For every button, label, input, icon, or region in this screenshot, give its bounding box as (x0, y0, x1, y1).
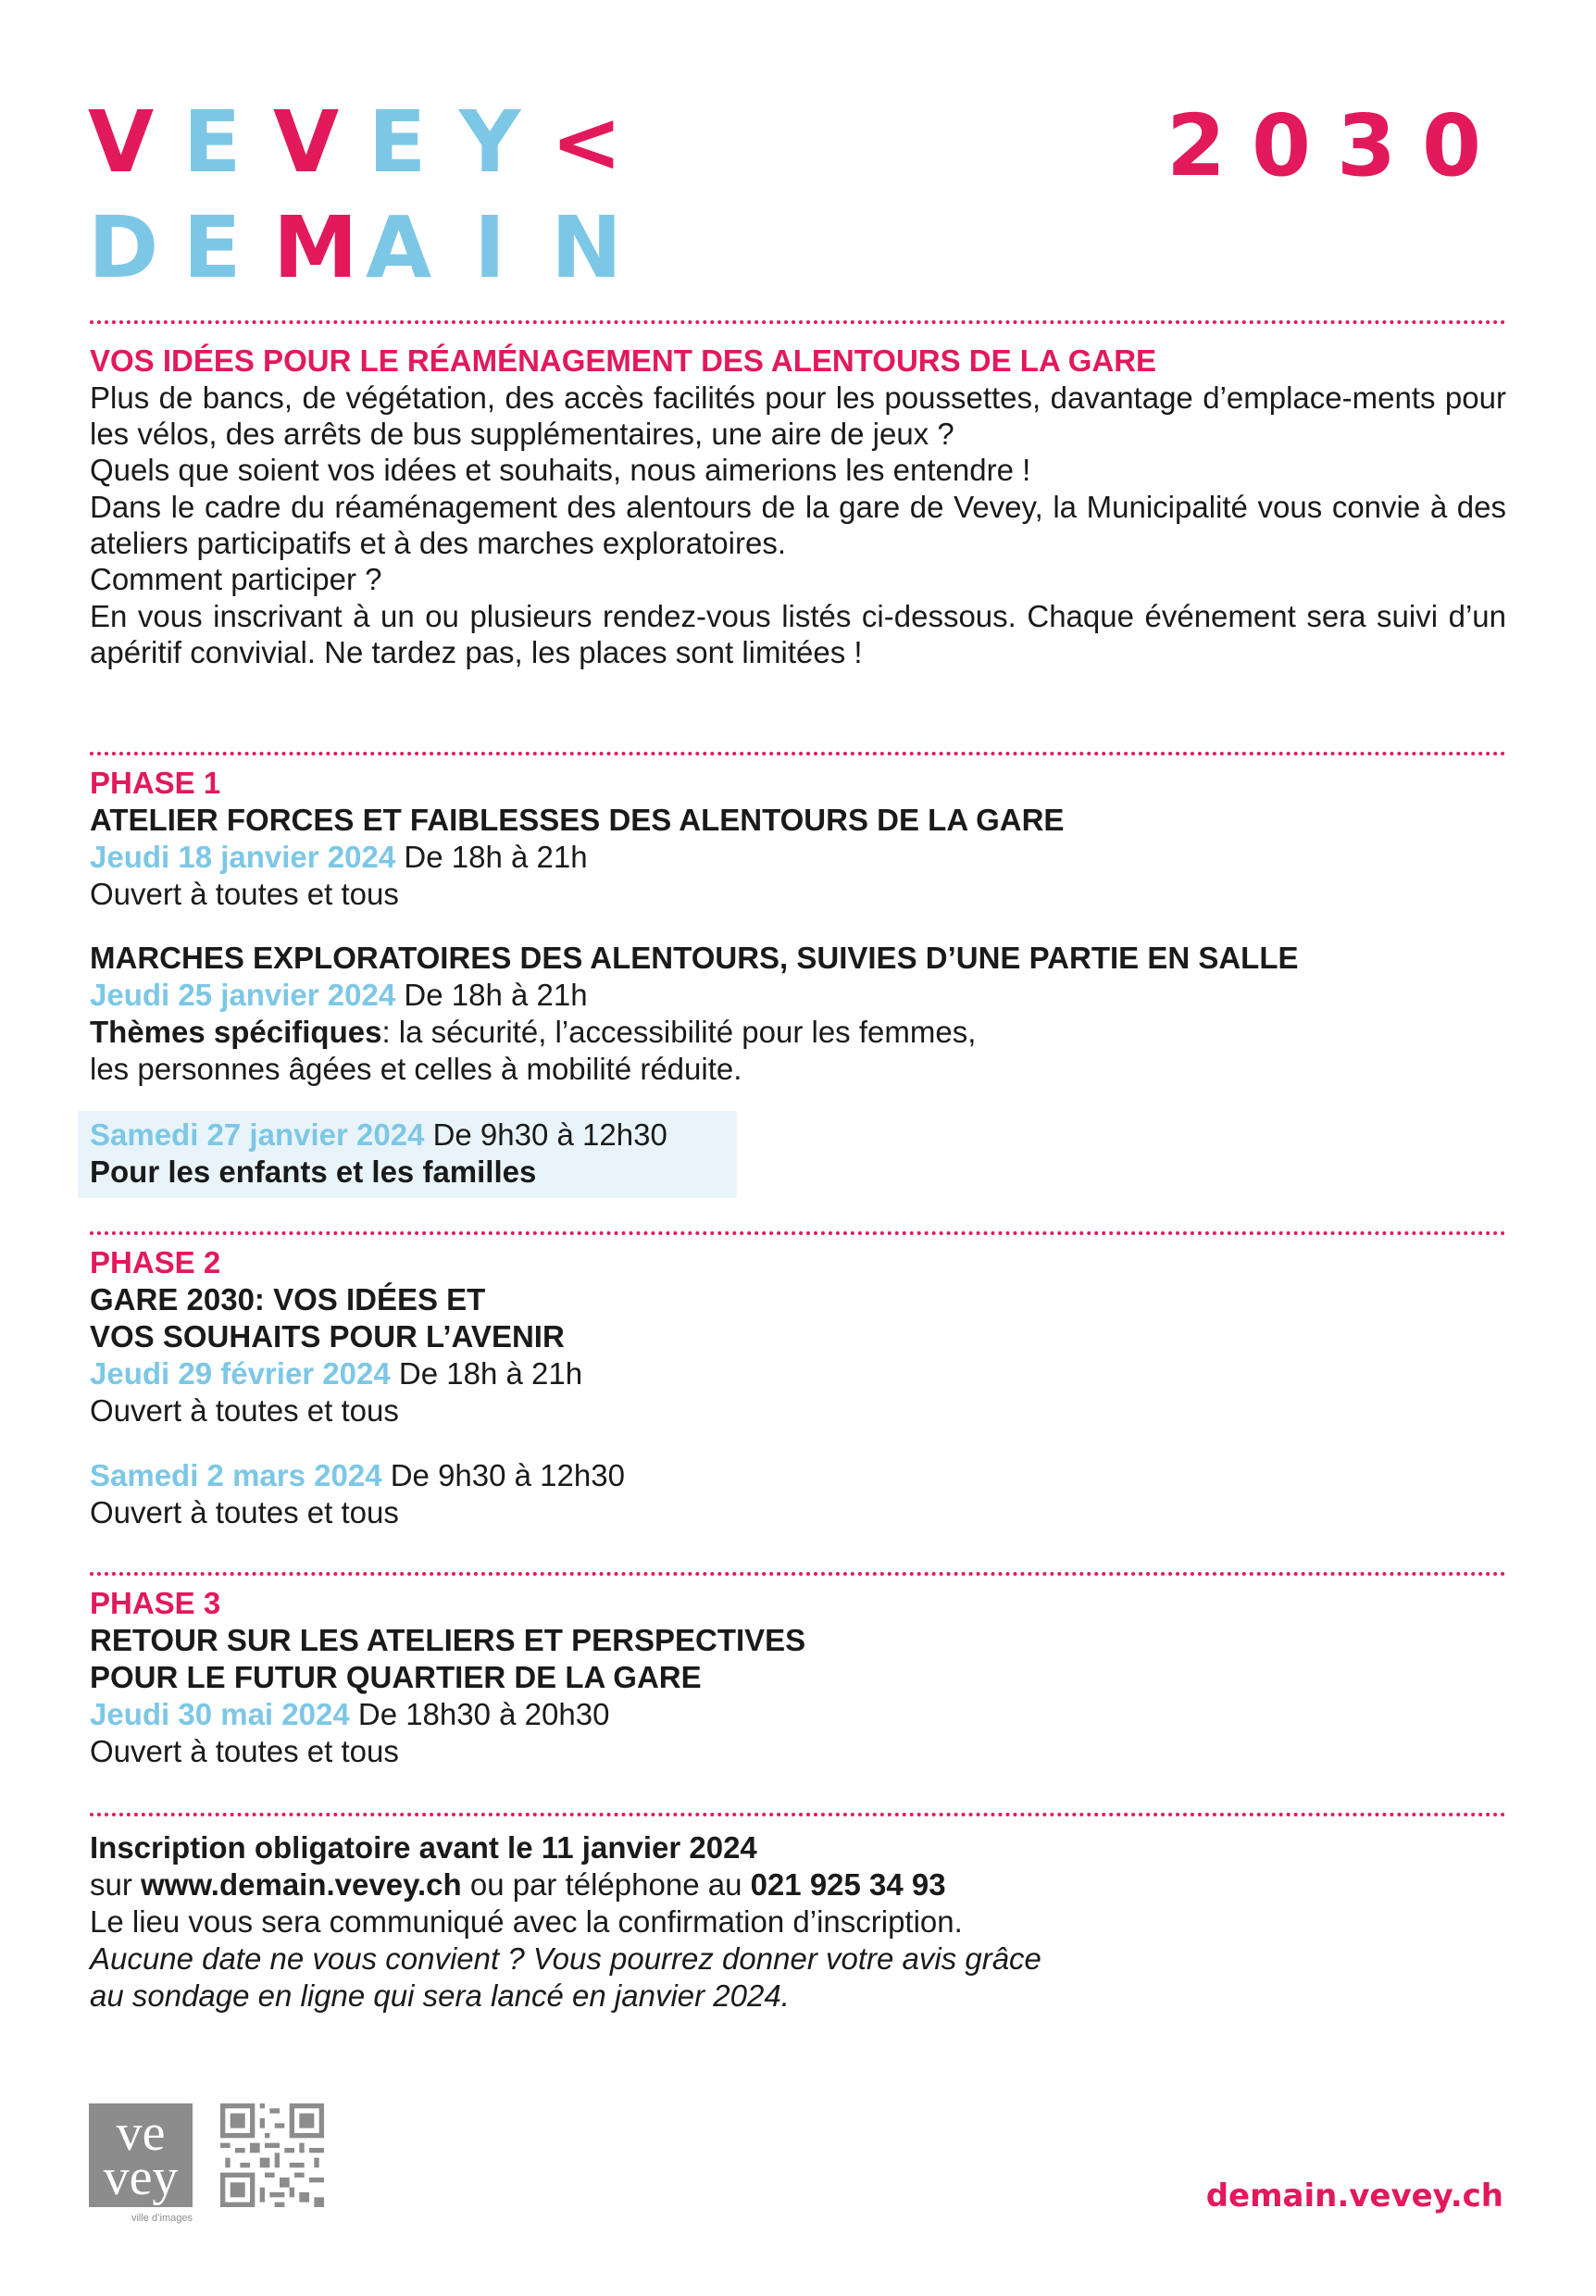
intro-question: Comment participer ? (90, 562, 382, 596)
event-note: Ouvert à toutes et tous (90, 1734, 399, 1768)
event-date: Jeudi 30 mai 2024 (90, 1697, 350, 1731)
survey-note: au sondage en ligne qui sera lancé en janvier 2024. (90, 1978, 790, 2013)
event-time: De 18h à 21h (395, 840, 588, 874)
text-fragment: ou par téléphone au (461, 1867, 751, 1902)
logo-letter: I (473, 198, 506, 297)
logo-text: ve (116, 2104, 166, 2162)
year-heading: 2030 (1166, 96, 1507, 195)
event-datetime (90, 1457, 625, 1493)
dotted-divider (90, 1572, 1506, 1576)
logo-text: vey (103, 2149, 179, 2206)
event-note: Ouvert à toutes et tous (90, 877, 399, 911)
phone-number[interactable]: 021 925 34 93 (750, 1867, 946, 1902)
logo-letter: D (88, 198, 159, 297)
intro-paragraph: En vous inscrivant à un ou plusieurs rendez-vous listés ci-dessous. Chaque événement sera suivi d’un apéritif convivial. Ne tardez pas, les places sont limitées ! (90, 599, 1506, 669)
themes-text: : la sécurité, l’accessibilité pour les femmes, (381, 1015, 977, 1049)
vevey-city-logo (89, 2103, 193, 2224)
event-date: Jeudi 29 février 2024 (90, 1356, 391, 1391)
logo-letter: A (366, 198, 432, 297)
logo-letter: V (88, 93, 155, 192)
survey-note: Aucune date ne vous convient ? Vous pourrez donner votre avis grâce (90, 1941, 1041, 1976)
event-time: De 9h30 à 12h30 (381, 1458, 625, 1492)
event-title: GARE 2030: VOS IDÉES ET (90, 1282, 486, 1316)
logo-letter: E (182, 198, 242, 297)
event-time: De 9h30 à 12h30 (424, 1117, 667, 1152)
intro-paragraph: Plus de bancs, de végétation, des accès facilités pour les poussettes, davantage d’emplace-ments pour les vélos, des arrêts de bus supplémentaires, une aire de jeux ? (90, 381, 1506, 451)
logo-letter: Y (458, 93, 521, 192)
logo-vevey (88, 93, 643, 192)
event-title: POUR LE FUTUR QUARTIER DE LA GARE (90, 1660, 702, 1694)
event-time: De 18h30 à 20h30 (349, 1697, 610, 1731)
website-link[interactable]: www.demain.vevey.ch (141, 1867, 462, 1902)
footer-url[interactable]: demain.vevey.ch (1205, 2177, 1503, 2215)
event-time: De 18h à 21h (395, 978, 588, 1012)
event-note: Ouvert à toutes et tous (90, 1495, 399, 1529)
event-date: Jeudi 18 janvier 2024 (90, 840, 396, 874)
logo-letter: V (273, 93, 340, 192)
event-title: ATELIER FORCES ET FAIBLESSES DES ALENTOURS DE LA GARE (90, 803, 1065, 837)
logo-letter: N (551, 198, 622, 297)
event-title: MARCHES EXPLORATOIRES DES ALENTOURS, SUIVIES D’UNE PARTIE EN SALLE (90, 941, 1299, 975)
logo-letter: < (551, 93, 623, 192)
inscription-deadline: Inscription obligatoire avant le 11 janvier 2024 (90, 1830, 757, 1865)
event-date: Jeudi 25 janvier 2024 (90, 978, 396, 1012)
inscription-note: Le lieu vous sera communiqué avec la confirmation d’inscription. (90, 1904, 963, 1939)
event-themes (90, 1014, 976, 1050)
logo-demain (88, 198, 643, 297)
dotted-divider (90, 320, 1506, 324)
event-date: Samedi 27 janvier 2024 (90, 1117, 425, 1152)
intro-paragraph: Dans le cadre du réaménagement des alentours de la gare de Vevey, la Municipalité vous convie à des ateliers participatifs et à des marches exploratoires. (90, 490, 1506, 560)
dotted-divider (90, 1813, 1506, 1816)
event-datetime (90, 839, 588, 875)
event-date: Samedi 2 mars 2024 (90, 1458, 382, 1492)
text-fragment: sur (90, 1867, 142, 1902)
intro-paragraph: Quels que soient vos idées et souhaits, nous aimerions les entendre ! (90, 453, 1031, 487)
event-note: Pour les enfants et les familles (90, 1154, 537, 1189)
inscription-contact (90, 1866, 946, 1903)
event-datetime (90, 1696, 609, 1732)
event-title: VOS SOUHAITS POUR L’AVENIR (90, 1319, 565, 1354)
phase-label: PHASE 2 (90, 1245, 221, 1279)
event-themes-cont: les personnes âgées et celles à mobilité réduite. (90, 1052, 742, 1086)
logo-letter: E (182, 93, 242, 192)
logo-letter: M (273, 198, 358, 297)
dotted-divider (90, 752, 1506, 755)
logo-letter: E (368, 93, 427, 192)
intro-title: VOS IDÉES POUR LE RÉAMÉNAGEMENT DES ALENTOURS DE LA GARE (90, 343, 1157, 378)
event-title: RETOUR SUR LES ATELIERS ET PERSPECTIVES (90, 1623, 806, 1657)
dotted-divider (90, 1231, 1506, 1235)
event-datetime (90, 1117, 667, 1153)
event-note: Ouvert à toutes et tous (90, 1393, 399, 1428)
phase-label: PHASE 3 (90, 1586, 221, 1620)
phase-label: PHASE 1 (90, 766, 221, 800)
event-datetime (90, 977, 588, 1013)
qr-code[interactable] (220, 2103, 324, 2207)
logo-subtitle: ville d’images (131, 2213, 193, 2224)
themes-label: Thèmes spécifiques (90, 1015, 382, 1049)
event-datetime (90, 1355, 582, 1391)
event-time: De 18h à 21h (390, 1356, 583, 1391)
